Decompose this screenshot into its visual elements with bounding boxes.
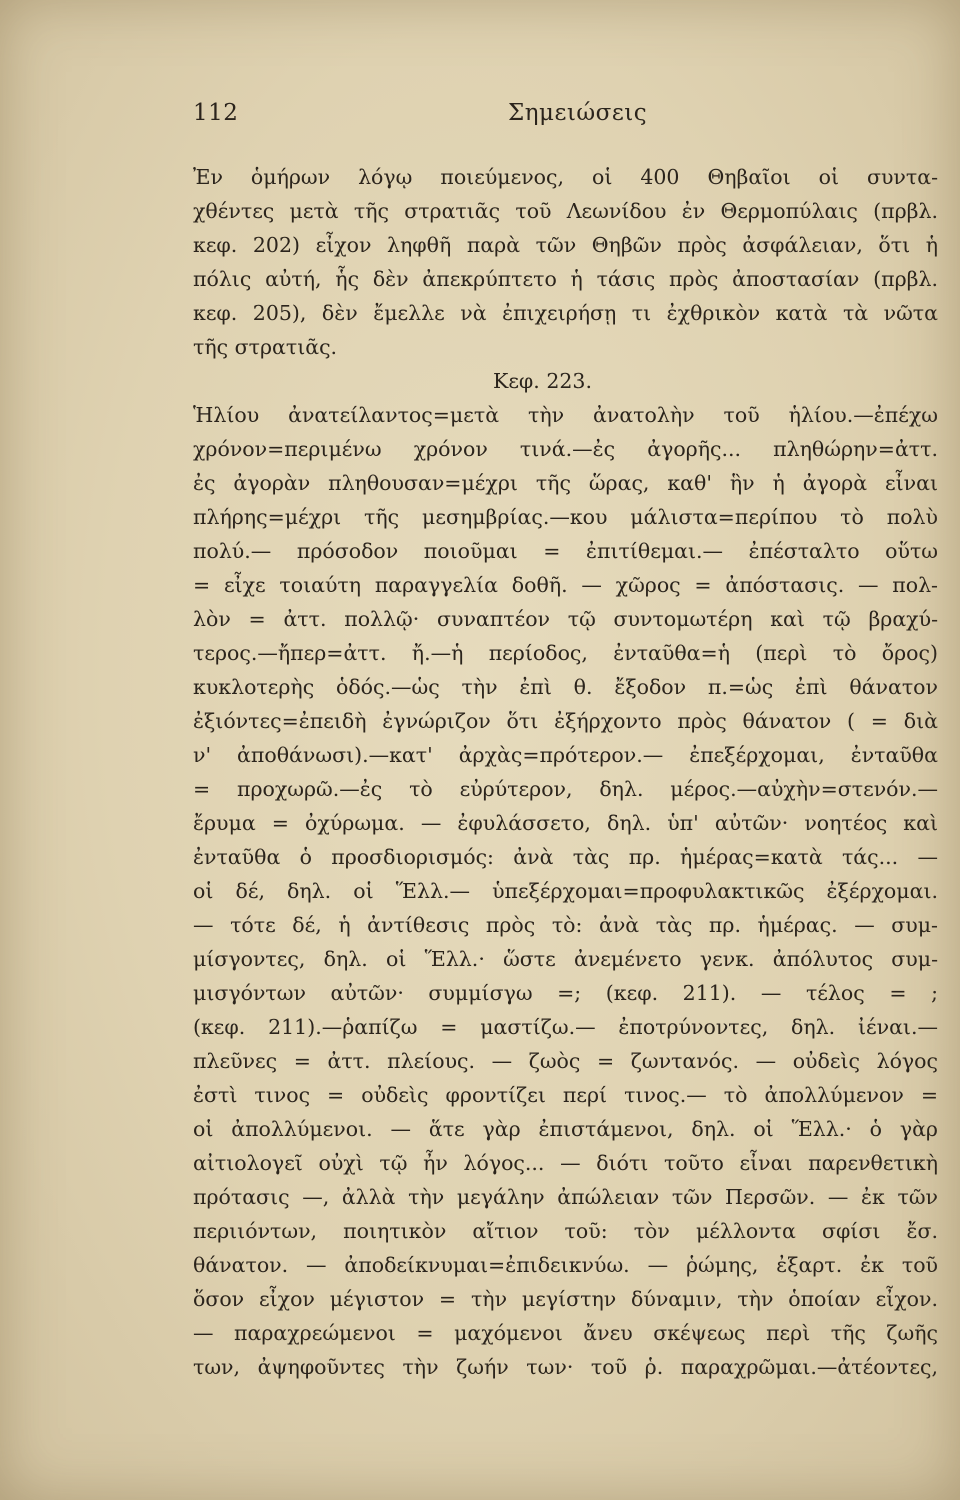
text-line: ὅσον εἶχον μέγιστον = τὴν μεγίστην δύναμιν, τὴν ὁποίαν εἶχον. [193,1287,938,1311]
text-line: Ἐν ὁμήρων λόγῳ ποιεύμενος, οἱ 400 Θηβαῖοι οἱ συντα- [193,165,938,189]
text-line: ἐς ἀγορὰν πληθουσαν=μέχρι τῆς ὥρας, καθ' ἣν ἡ ἀγορὰ εἶναι [193,471,938,495]
text-line: ἔρυμα = ὀχύρωμα. — ἐφυλάσσετο, δηλ. ὑπ' αὐτῶν· νοητέος καὶ [193,811,938,835]
text-line: — παραχρεώμενοι = μαχόμενοι ἄνευ σκέψεως περὶ τῆς ζωῆς [193,1321,938,1345]
text-line: = προχωρῶ.—ἐς τὸ εὐρύτερον, δηλ. μέρος.—αὐχὴν=στενόν.— [193,777,938,801]
text-line: τερος.—ἤπερ=ἀττ. ἤ.—ἡ περίοδος, ἐνταῦθα=ἡ (περὶ τὸ ὄρος) [193,641,938,665]
text-line: μίσγοντες, δηλ. οἱ Ἕλλ.· ὥστε ἀνεμένετο γενκ. ἀπόλυτος συμ- [193,947,938,971]
text-line: μισγόντων αὐτῶν· συμμίσγω =; (κεφ. 211). — τέλος = ; [193,981,938,1005]
text-line: οἱ ἀπολλύμενοι. — ἅτε γὰρ ἐπιστάμενοι, δηλ. οἱ Ἕλλ.· ὁ γὰρ [193,1117,938,1141]
text-line: πλεῦνες = ἀττ. πλείους. — ζωὸς = ζωντανός. — οὐδεὶς λόγος [193,1049,938,1073]
text-line: χθέντες μετὰ τῆς στρατιᾶς τοῦ Λεωνίδου ἐν Θερμοπύλαις (πρβλ. [193,199,938,223]
text-line: πλήρης=μέχρι τῆς μεσημβρίας.—κου μάλιστα=περίπου τὸ πολὺ [193,505,938,529]
text-line: θάνατον. — ἀποδείκνυμαι=ἐπιδεικνύω. — ῥώμης, ἐξαρτ. ἐκ τοῦ [193,1253,938,1277]
text-line: κεφ. 205), δὲν ἔμελλε νὰ ἐπιχειρήσῃ τι ἐχθρικὸν κατὰ τὰ νῶτα [193,301,938,325]
text-line: ἐστὶ τινος = οὐδεὶς φροντίζει περί τινος.— τὸ ἀπολλύμενον = [193,1083,938,1107]
text-line: περιιόντων, ποιητικὸν αἴτιον τοῦ: τὸν μέλλοντα σφίσι ἔσ. [193,1219,938,1243]
text-line: χρόνον=περιμένω χρόνον τινά.—ἐς ἀγορῆς... πληθώρην=ἀττ. [193,437,938,461]
text-line: ν' ἀποθάνωσι).—κατ' ἀρχὰς=πρότερον.— ἐπεξέρχομαι, ἐνταῦθα [193,743,938,767]
text-line: = εἶχε τοιαύτη παραγγελία δοθῆ. — χῶρος = ἀπόστασις. — πολ- [193,573,938,597]
text-line: αἰτιολογεῖ οὐχὶ τῷ ἦν λόγος... — διότι τοῦτο εἶναι παρενθετικὴ [193,1151,938,1175]
page-number: 112 [193,100,239,126]
text-line: ἐνταῦθα ὁ προσδιορισμός: ἀνὰ τὰς πρ. ἡμέρας=κατὰ τάς... — [193,845,938,869]
text-line: πόλις αὐτή, ἧς δὲν ἀπεκρύπτετο ἡ τάσις πρὸς ἀποστασίαν (πρβλ. [193,267,938,291]
text-line: κεφ. 202) εἶχον ληφθῆ παρὰ τῶν Θηβῶν πρὸς ἀσφάλειαν, ὅτι ἡ [193,233,938,257]
chapter-heading: Κεφ. 223. [493,369,592,393]
text-line: — τότε δέ, ἡ ἀντίθεσις πρὸς τὸ: ἀνὰ τὰς πρ. ἡμέρας. — συμ- [193,913,938,937]
text-line: πολύ.— πρόσοδον ποιοῦμαι = ἐπιτίθεμαι.— ἐπέσταλτο οὕτω [193,539,938,563]
notes-text [193,160,938,1384]
text-line: λὸν = ἀττ. πολλῷ· συναπτέον τῷ συντομωτέρη καὶ τῷ βραχύ- [193,607,938,631]
text-line: (κεφ. 211).—ῥαπίζω = μαστίζω.— ἐποτρύνοντες, δηλ. ἰέναι.— [193,1015,938,1039]
text-line: ἐξιόντες=ἐπειδὴ ἐγνώριζον ὅτι ἐξήρχοντο πρὸς θάνατον ( = διὰ [193,709,938,733]
text-line: πρότασις —, ἀλλὰ τὴν μεγάλην ἀπώλειαν τῶν Περσῶν. — ἐκ τῶν [193,1185,938,1209]
text-line: οἱ δέ, δηλ. οἱ Ἕλλ.— ὑπεξέρχομαι=προφυλακτικῶς ἐξέρχομαι. [193,879,938,903]
running-title: Σημειώσεις [508,100,648,126]
text-line: Ἡλίου ἀνατείλαντος=μετὰ τὴν ἀνατολὴν τοῦ ἡλίου.—ἐπέχω [193,403,938,427]
text-line: των, ἀψηφοῦντες τὴν ζωήν των· τοῦ ῥ. παραχρῶμαι.—ἀτέοντες, [193,1355,938,1379]
text-line: κυκλοτερὴς ὁδός.—ὡς τὴν ἐπὶ θ. ἔξοδον π.=ὡς ἐπὶ θάνατον [193,675,938,699]
text-line: τῆς στρατιᾶς. [193,335,338,359]
page-header [193,100,933,140]
